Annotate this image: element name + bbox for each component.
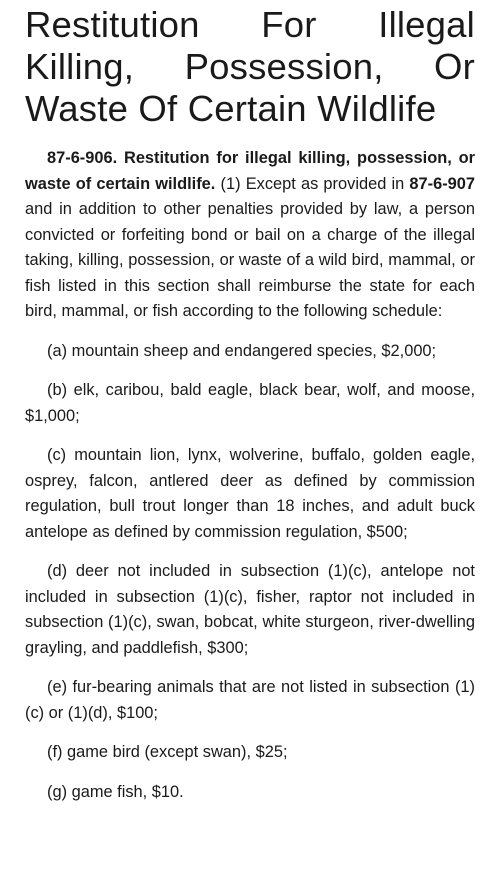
schedule-item-d: (d) deer not included in subsection (1)(c), antelope not included in subsection (1)(c), fisher, raptor not included in subsection (1)(c), swan, bobcat, white sturgeon, river-dwelling grayling, and paddlefish, $300;: [25, 562, 475, 657]
intro-text-start: (1) Except as provided in: [215, 174, 410, 193]
schedule-item-g: (g) game fish, $10.: [47, 782, 184, 801]
intro-text-end: and in addition to other penalties provided by law, a person convicted or forfeiting bond or bail on a charge of the illegal taking, killing, possession, or waste of a wild bird, mammal, or fish listed in this section shall reimburse the state for each bird, mammal, or fish according to the following schedule:: [25, 200, 475, 320]
statute-body: [25, 146, 475, 805]
section-heading: 87-6-906. Restitution for illegal killing, possession, or waste of certain wildlife.: [25, 149, 475, 193]
schedule-item-a: (a) mountain sheep and endangered species, $2,000;: [47, 341, 437, 360]
section-reference-link[interactable]: 87-6-907: [409, 174, 476, 193]
schedule-item-c: (c) mountain lion, lynx, wolverine, buffalo, golden eagle, osprey, falcon, antlered deer as defined by commission regulation, bull trout longer than 18 inches, and adult buck antelope as defined by commission regulation, $500;: [25, 446, 475, 541]
schedule-item-b: (b) elk, caribou, bald eagle, black bear, wolf, and moose, $1,000;: [25, 381, 475, 425]
section-intro: [25, 146, 475, 325]
page-title: Restitution For Illegal Killing, Possession, Or Waste Of Certain Wildlife: [25, 4, 475, 129]
schedule-item-e: (e) fur-bearing animals that are not listed in subsection (1)(c) or (1)(d), $100;: [25, 678, 475, 722]
schedule-item-f: (f) game bird (except swan), $25;: [47, 743, 288, 761]
